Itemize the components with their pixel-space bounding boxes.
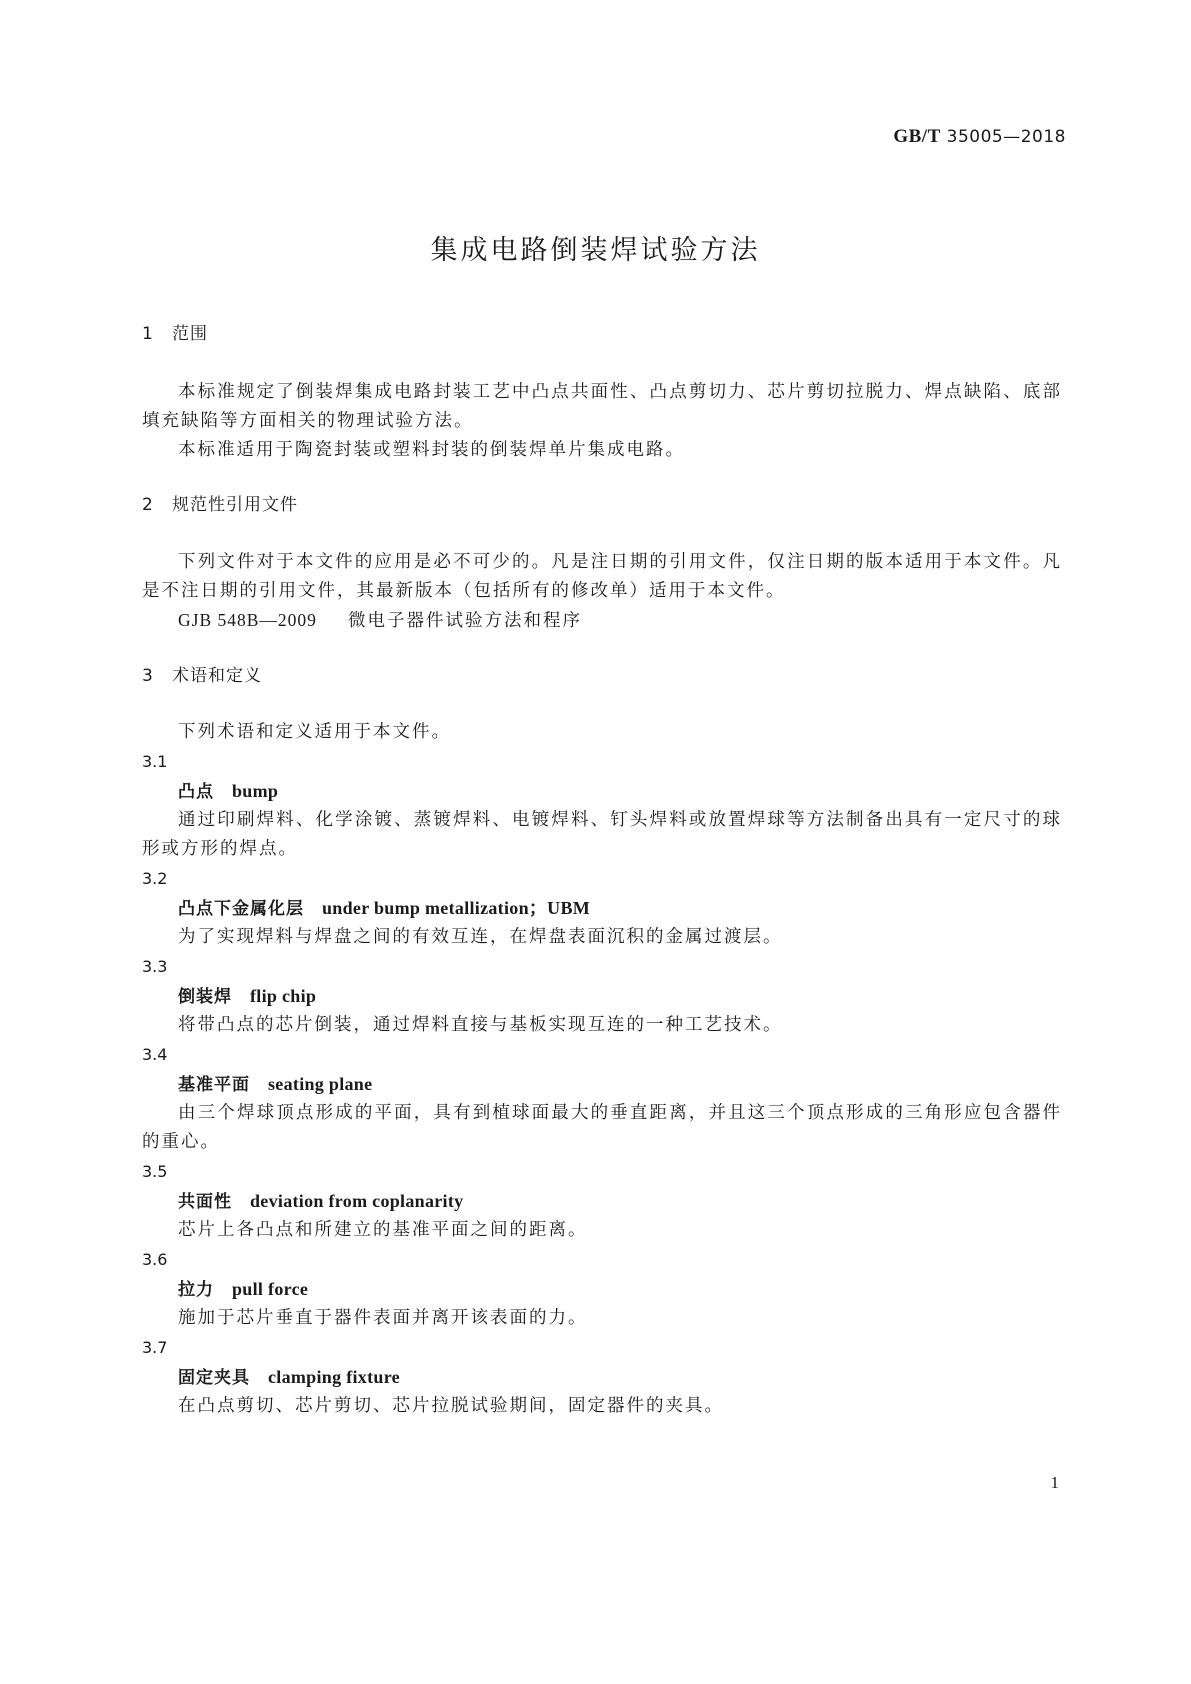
term-number: 3.1 — [142, 752, 168, 771]
term-entry — [142, 952, 1062, 1040]
term-name-zh: 拉力 — [178, 1280, 214, 1300]
section-1-heading — [142, 320, 1062, 348]
standard-prefix: GB/T — [893, 126, 941, 147]
section-number: 1 — [142, 324, 154, 344]
term-name-en: under bump metallization；UBM — [322, 898, 591, 918]
section-title: 规范性引用文件 — [172, 495, 298, 515]
term-definition: 将带凸点的芯片倒装，通过焊料直接与基板实现互连的一种工艺技术。 — [178, 1015, 783, 1035]
term-number: 3.3 — [142, 957, 168, 976]
term-number: 3.2 — [142, 869, 168, 888]
term-number: 3.4 — [142, 1045, 168, 1064]
term-name-en: clamping fixture — [268, 1367, 400, 1387]
standard-code — [893, 126, 1066, 148]
term-definition: 芯片上各凸点和所建立的基准平面之间的距离。 — [178, 1220, 588, 1240]
term-name — [142, 893, 1062, 923]
term-definition: 由三个焊球顶点形成的平面，具有到植球面最大的垂直距离，并且这三个顶点形成的三角形应包含器件的重心。 — [142, 1103, 1062, 1152]
term-name — [142, 1186, 1062, 1216]
term-name-en: bump — [232, 781, 279, 801]
term-name — [142, 1362, 1062, 1392]
term-name-zh: 凸点 — [178, 782, 214, 802]
page-number: 1 — [1050, 1473, 1059, 1492]
term-name-zh: 倒装焊 — [178, 987, 232, 1007]
term-definition: 在凸点剪切、芯片剪切、芯片拉脱试验期间，固定器件的夹具。 — [178, 1396, 724, 1416]
paragraph: 下列文件对于本文件的应用是必不可少的。凡是注日期的引用文件，仅注日期的版本适用于本文件。凡是不注日期的引用文件，其最新版本（包括所有的修改单）适用于本文件。 — [142, 552, 1062, 601]
term-name-en: pull force — [232, 1279, 309, 1299]
term-definition: 施加于芯片垂直于器件表面并离开该表面的力。 — [178, 1308, 588, 1328]
term-entry — [142, 1245, 1062, 1333]
section-number: 3 — [142, 666, 154, 686]
term-name-zh: 固定夹具 — [178, 1368, 250, 1388]
reference-title: 微电子器件试验方法和程序 — [348, 611, 582, 631]
term-definition: 为了实现焊料与焊盘之间的有效互连，在焊盘表面沉积的金属过渡层。 — [178, 927, 783, 947]
section-number: 2 — [142, 495, 154, 515]
term-number: 3.5 — [142, 1162, 168, 1181]
document-body — [142, 320, 1062, 1421]
term-number: 3.6 — [142, 1250, 168, 1269]
term-name — [142, 1274, 1062, 1304]
reference-code: GJB 548B—2009 — [178, 610, 317, 630]
section-title: 术语和定义 — [172, 666, 262, 686]
section-title: 范围 — [172, 324, 208, 344]
paragraph: 本标准规定了倒装焊集成电路封装工艺中凸点共面性、凸点剪切力、芯片剪切拉脱力、焊点缺陷、底部填充缺陷等方面相关的物理试验方法。 — [142, 382, 1062, 431]
term-name-zh: 凸点下金属化层 — [178, 899, 304, 919]
term-name — [142, 981, 1062, 1011]
document-title: 集成电路倒装焊试验方法 — [430, 235, 761, 266]
paragraph: 本标准适用于陶瓷封装或塑料封装的倒装焊单片集成电路。 — [178, 440, 685, 460]
term-number: 3.7 — [142, 1338, 168, 1357]
standard-number: 35005—2018 — [946, 127, 1066, 147]
term-entry — [142, 1157, 1062, 1245]
term-name — [142, 1069, 1062, 1099]
paragraph: 下列术语和定义适用于本文件。 — [178, 722, 451, 742]
term-name-en: flip chip — [250, 986, 317, 1006]
term-entry — [142, 1040, 1062, 1157]
term-name — [142, 776, 1062, 806]
term-name-zh: 基准平面 — [178, 1075, 250, 1095]
term-name-en: deviation from coplanarity — [250, 1191, 464, 1211]
term-definition: 通过印刷焊料、化学涂镀、蒸镀焊料、电镀焊料、钉头焊料或放置焊球等方法制备出具有一定尺寸的球形或方形的焊点。 — [142, 810, 1062, 859]
term-entry — [142, 1333, 1062, 1421]
section-3-heading — [142, 662, 1062, 690]
term-entry — [142, 864, 1062, 952]
section-2-heading — [142, 491, 1062, 519]
term-name-zh: 共面性 — [178, 1192, 232, 1212]
normative-reference — [142, 606, 1062, 636]
term-name-en: seating plane — [268, 1074, 373, 1094]
term-entry — [142, 747, 1062, 864]
